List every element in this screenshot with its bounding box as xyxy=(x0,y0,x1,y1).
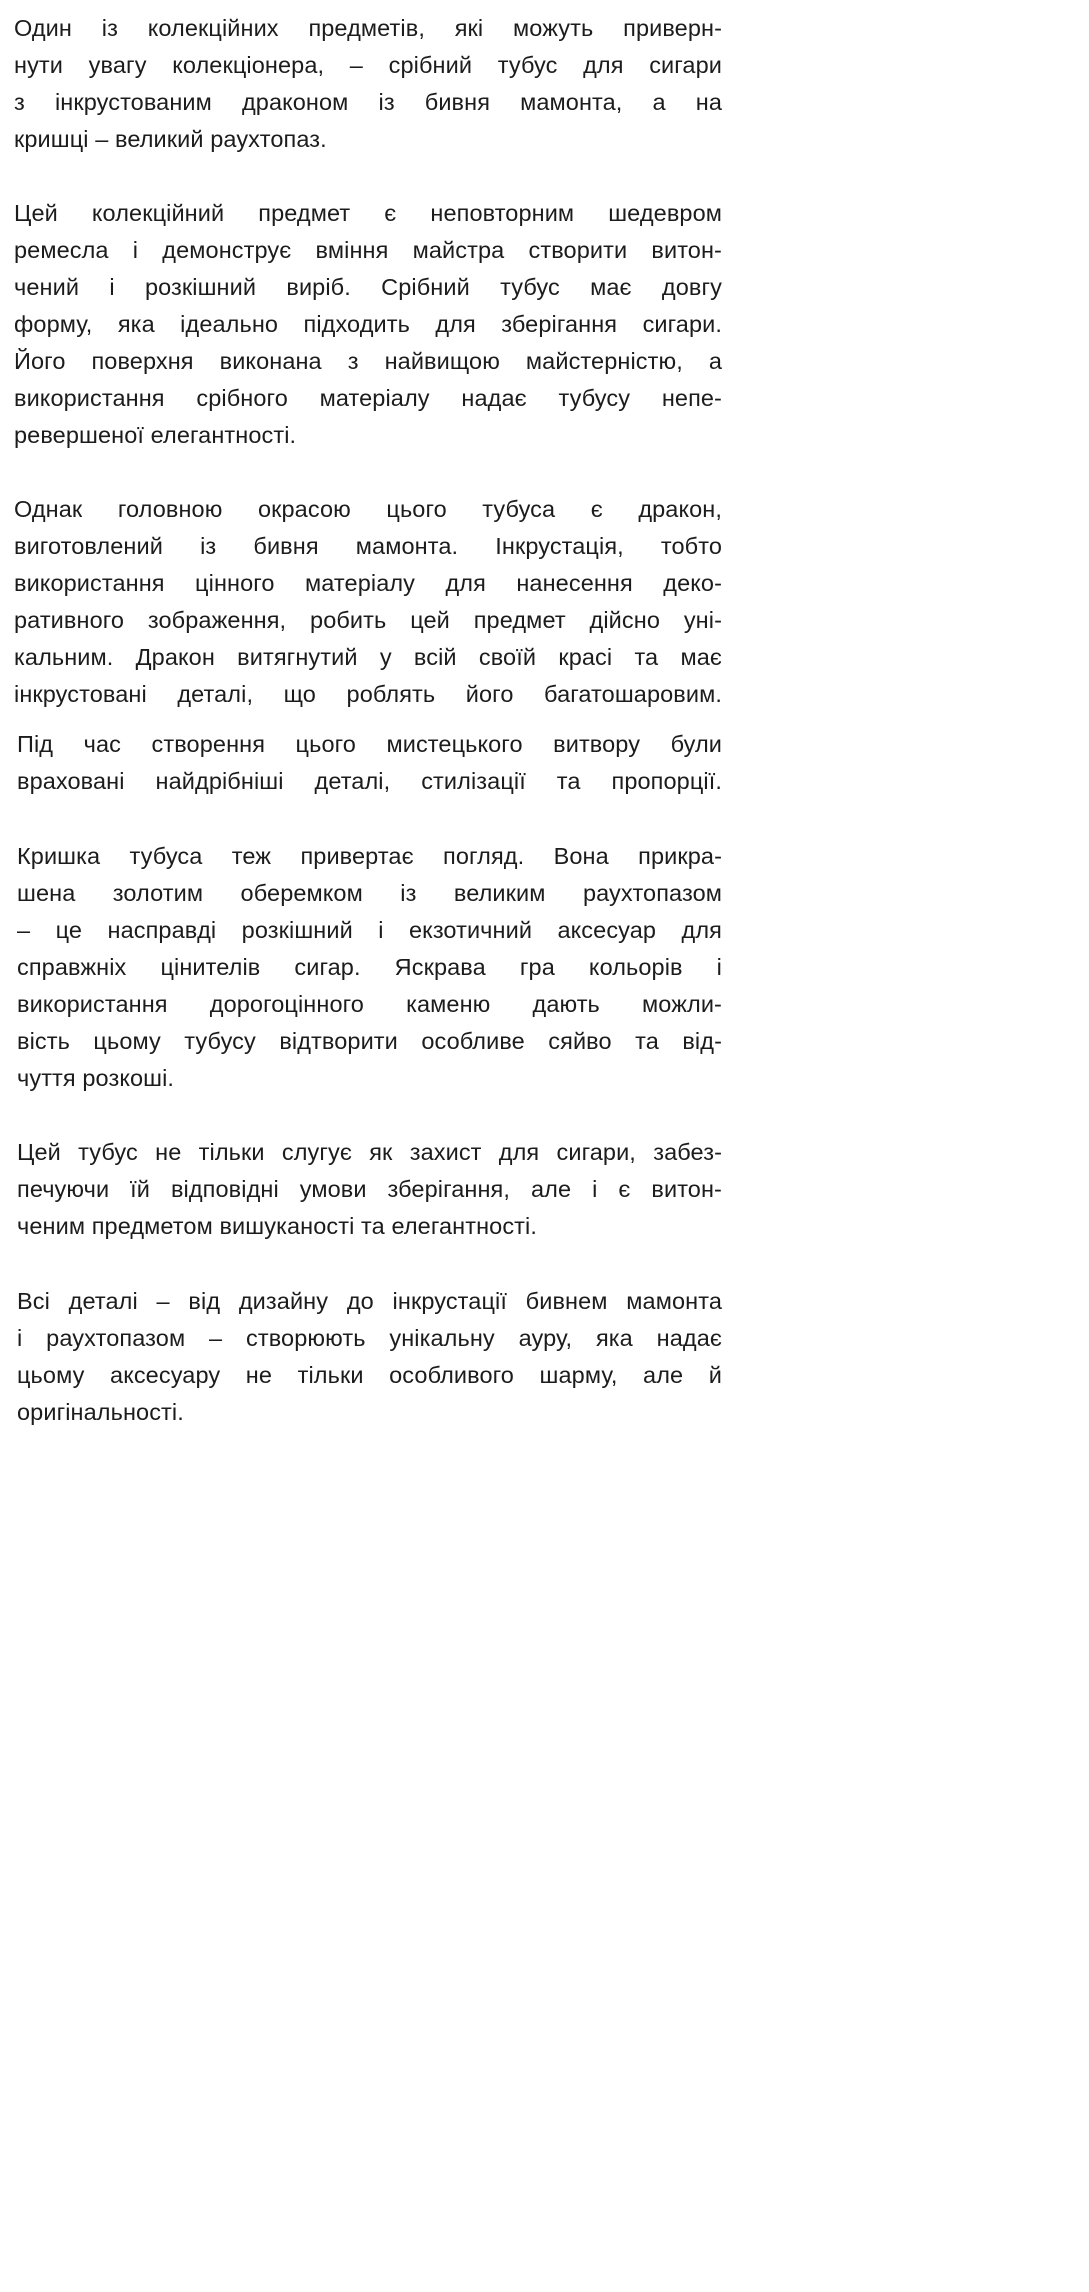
text-line: вість цьому тубусу відтворити особливе сяйво та від- xyxy=(17,1028,722,1054)
text-line: враховані найдрібніші деталі, стилізації та пропорції. xyxy=(17,768,722,794)
text-line: справжніх цінителів сигар. Яскрава гра кольорів і xyxy=(17,954,722,980)
text-line: використання срібного матеріалу надає тубусу непе- xyxy=(14,385,722,411)
paragraph-2 xyxy=(14,195,722,454)
document-page xyxy=(0,0,743,1564)
text-line: ративного зображення, робить цей предмет дійсно уні- xyxy=(14,607,722,633)
paragraph-4 xyxy=(17,726,722,800)
text-line: чений і розкішний виріб. Срібний тубус має довгу xyxy=(14,274,722,300)
text-line: і раухтопазом – створюють унікальну ауру, яка надає xyxy=(17,1325,722,1351)
paragraph-6 xyxy=(17,1134,722,1245)
text-line: використання цінного матеріалу для нанесення деко- xyxy=(14,570,722,596)
text-line: використання дорогоцінного каменю дають можли- xyxy=(17,991,722,1017)
text-line: інкрустовані деталі, що роблять його багатошаровим. xyxy=(14,681,722,707)
text-line: цьому аксесуару не тільки особливого шарму, але й xyxy=(17,1362,722,1388)
text-line: Цей тубус не тільки слугує як захист для сигари, забез- xyxy=(17,1139,722,1165)
text-line: шена золотим оберемком із великим раухтопазом xyxy=(17,880,722,906)
paragraph-5 xyxy=(17,838,722,1097)
text-line: ченим предметом вишуканості та елегантності. xyxy=(17,1213,537,1239)
text-line: Однак головною окрасою цього тубуса є дракон, xyxy=(14,496,722,522)
paragraph-7 xyxy=(17,1283,722,1431)
text-line: Всі деталі – від дизайну до інкрустації бивнем мамонта xyxy=(17,1288,722,1314)
text-line: Під час створення цього мистецького витвору були xyxy=(17,731,722,757)
text-line: форму, яка ідеально підходить для зберігання сигари. xyxy=(14,311,722,337)
text-line: з інкрустованим драконом із бивня мамонта, а на xyxy=(14,89,722,115)
text-line: нути увагу колекціонера, – срібний тубус для сигари xyxy=(14,52,722,78)
text-line: виготовлений із бивня мамонта. Інкрустація, тобто xyxy=(14,533,722,559)
text-line: Кришка тубуса теж привертає погляд. Вона прикра- xyxy=(17,843,722,869)
text-line: ревершеної елегантності. xyxy=(14,422,297,448)
text-line: кальним. Дракон витягнутий у всій своїй красі та має xyxy=(14,644,722,670)
paragraph-1 xyxy=(14,10,722,158)
text-line: печуючи їй відповідні умови зберігання, але і є витон- xyxy=(17,1176,722,1202)
paragraph-3 xyxy=(14,491,722,713)
text-line: Його поверхня виконана з найвищою майстерністю, а xyxy=(14,348,722,374)
text-line: оригінальності. xyxy=(17,1399,184,1425)
text-line: Цей колекційний предмет є неповторним шедевром xyxy=(14,200,722,226)
text-line: Один із колекційних предметів, які можуть приверн- xyxy=(14,15,722,41)
text-line: – це насправді розкішний і екзотичний аксесуар для xyxy=(17,917,722,943)
text-line: кришці – великий раухтопаз. xyxy=(14,126,327,152)
text-line: чуття розкоші. xyxy=(17,1065,175,1091)
text-line: ремесла і демонструє вміння майстра створити витон- xyxy=(14,237,722,263)
